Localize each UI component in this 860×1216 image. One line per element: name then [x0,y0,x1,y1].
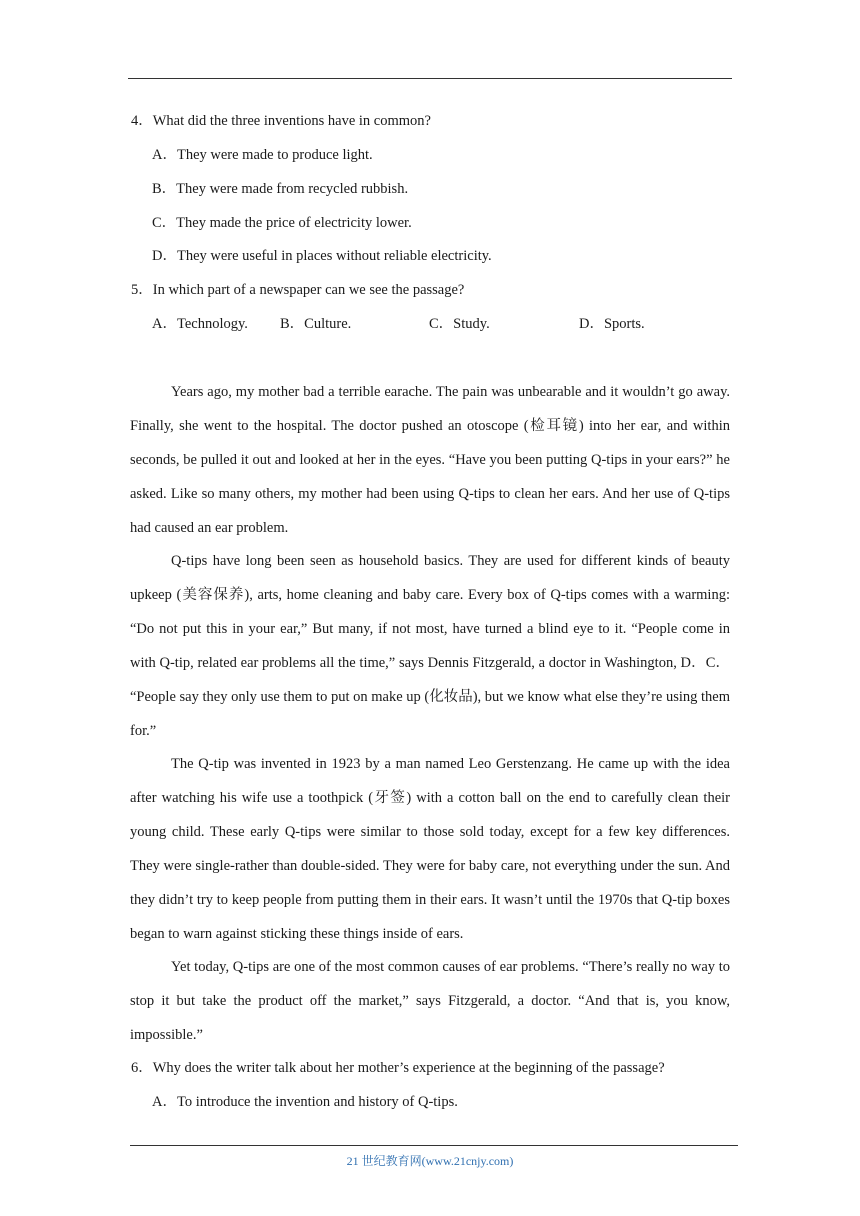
question-5-option-b: B．Culture. [280,316,352,332]
question-5-option-c: C．Study. [429,316,490,332]
question-6-stem: 6．Why does the writer talk about her mother’s experience at the beginning of the passage? [131,1060,665,1076]
passage-paragraph-3: The Q-tip was invented in 1923 by a man named Leo Gerstenzang. He came up with the idea after watching his wife use a toothpick (牙签) with a cotton ball on the end to carefully clean their young child. These early Q-tips were similar to those sold today, except for a few key differences. They were single-rather than double-sided. They were for baby care, not everything under the sun. And they didn’t try to keep people from putting them in their ears. It wasn’t until the 1970s that Q-tip boxes began to warn against sticking these things inside of ears. [130,756,730,942]
passage-paragraph-4: Yet today, Q-tips are one of the most common causes of ear problems. “There’s really no way to stop it but take the product off the market,” says Fitzgerald, a doctor. “And that is, you know, impossible.” [130,959,730,1043]
passage-paragraph-2: Q-tips have long been seen as household basics. They are used for different kinds of beauty upkeep (美容保养), arts, home cleaning and baby care. Every box of Q-tips comes with a warming: “Do not put this in your ear,” But many, if not most, have turned a blind eye to it. “People come in with Q-tip, related ear problems all the time,” says Dennis Fitzgerald, a doctor in Washington, D．C． “People say they only use them to put on make up (化妆品), but we know what else they’re using them for.” [130,553,731,739]
passage-paragraph-1: Years ago, my mother bad a terrible earache. The pain was unbearable and it wouldn’t go away. Finally, she went to the hospital. The doctor pushed an otoscope (检耳镜) into her ear, and within seconds, be pulled it out and looked at her in the eyes. “Have you been putting Q-tips in your ears?” he asked. Like so many others, my mother had been using Q-tips to clean her ears. And her use of Q-tips had caused an ear problem. [130,384,730,536]
footer-rule [130,1145,738,1146]
question-6-option-a: A．To introduce the invention and history of Q-tips. [152,1094,458,1110]
question-4-option-d: D．They were useful in places without reliable electricity. [152,248,492,264]
question-4-option-c: C．They made the price of electricity lower. [152,215,412,231]
question-4-option-a: A．They were made to produce light. [152,147,373,163]
header-rule [128,78,732,79]
question-5-option-d: D．Sports. [579,316,645,332]
question-4-option-b: B．They were made from recycled rubbish. [152,181,409,197]
question-4-stem: 4．What did the three inventions have in common? [131,113,431,129]
footer-source[interactable]: 21 世纪教育网(www.21cnjy.com) [346,1154,514,1168]
question-5-option-a: A．Technology. [152,316,248,332]
question-5-stem: 5．In which part of a newspaper can we see the passage? [131,282,465,298]
